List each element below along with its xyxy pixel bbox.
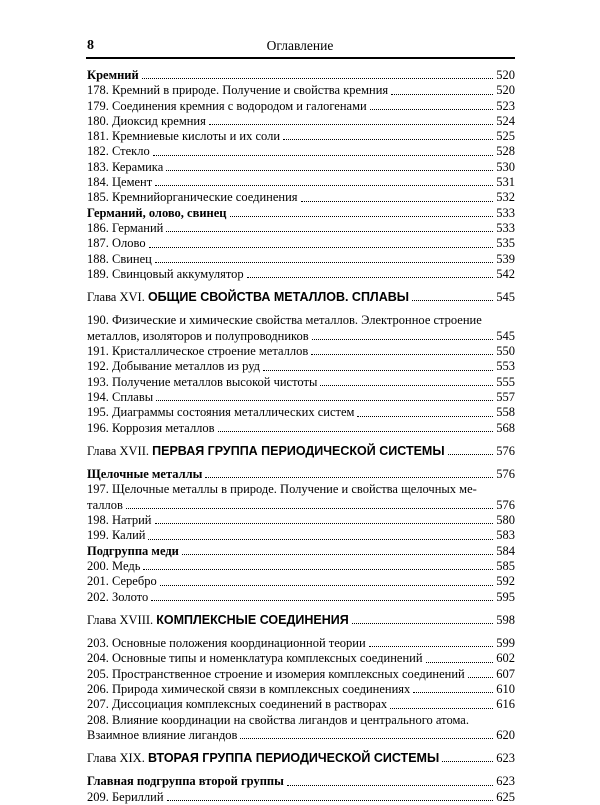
toc-page: 592 [496,574,515,589]
toc-page: 539 [496,251,515,266]
toc-page: 576 [496,497,515,512]
toc-page: 625 [496,789,515,804]
toc-title: 202. Золото [87,589,149,604]
dot-leader [468,677,494,678]
dot-leader [263,370,493,371]
toc-page: 607 [496,666,515,681]
chapter-prefix: Глава XVIII. [87,612,154,627]
toc-page: 524 [496,113,515,128]
dot-leader [156,400,493,401]
toc-title: 179. Соединения кремния с водородом и галогенами [87,98,367,113]
toc-page: 576 [496,443,515,458]
dot-leader [369,646,494,647]
toc-section [87,544,515,559]
toc-title: 203. Основные положения координационной теории [87,636,366,651]
toc-entry [87,528,515,543]
dot-leader [442,761,493,762]
toc-title: Щелочные металлы [87,467,203,482]
toc-entry [87,697,515,712]
dot-leader [151,600,493,601]
toc-title-line1: 208. Влияние координации на свойства лигандов и центрального атома. [87,712,469,727]
toc-page: 580 [496,513,515,528]
toc-title: 194. Сплавы [87,389,154,404]
toc-entry [87,190,515,205]
dot-leader [126,508,493,509]
toc-page: 623 [496,751,515,766]
toc-page: 553 [496,359,515,374]
dot-leader [240,738,493,739]
toc-page: 545 [496,290,515,305]
header-rule [86,57,515,59]
toc-title-line1: 190. Физические и химические свойства металлов. Электронное строение [87,313,482,328]
toc-page: 616 [496,697,515,712]
toc-entry [87,667,515,682]
toc-title: 192. Добывание металлов из руд [87,359,261,374]
toc-entry [87,129,515,144]
toc-page: 598 [496,612,515,627]
toc-page: 620 [496,727,515,742]
toc-page: 602 [496,651,515,666]
dot-leader [153,155,494,156]
dot-leader [287,785,493,786]
dot-leader [167,800,494,801]
toc-entry [87,175,515,190]
dot-leader [448,454,494,455]
dot-leader [390,708,493,709]
toc-title: 199. Калий [87,528,146,543]
toc-title: 205. Пространственное строение и изомерия комплексных соединений [87,666,465,681]
toc-entry [87,267,515,282]
toc-title: 189. Свинцовый аккумулятор [87,266,244,281]
toc-entry [87,590,515,605]
toc-entry [87,359,515,374]
toc-title-line1: 197. Щелочные металлы в природе. Получение и свойства щелочных ме- [87,482,477,497]
toc-title: 184. Цемент [87,175,153,190]
toc-page: 555 [496,374,515,389]
dot-leader [149,247,494,248]
toc-title: 209. Бериллий [87,789,164,804]
dot-leader [312,339,494,340]
toc-entry [87,221,515,236]
toc-page: 532 [496,190,515,205]
toc-chapter [87,613,515,628]
toc-entry [87,421,515,436]
chapter-prefix: Глава XVII. [87,443,149,458]
toc-page: 523 [496,98,515,113]
toc-page: 557 [496,389,515,404]
toc-title: Подгруппа меди [87,543,179,558]
toc-page: 545 [496,328,515,343]
toc-title: 186. Германий [87,220,164,235]
toc-page: 550 [496,344,515,359]
toc-entry [87,636,515,651]
dot-leader [205,477,493,478]
dot-leader [370,109,494,110]
dot-leader [320,385,493,386]
dot-leader [357,416,493,417]
toc-title: Германий, олово, свинец [87,205,227,220]
toc-chapter [87,290,515,305]
toc-title: 187. Олово [87,236,146,251]
toc-page: 576 [496,467,515,482]
toc-chapter [87,751,515,766]
dot-leader [230,216,494,217]
toc-page: 568 [496,420,515,435]
toc-entry [87,651,515,666]
toc-title: 188. Свинец [87,251,152,266]
toc-entry [87,160,515,175]
toc-title: 201. Серебро [87,574,157,589]
toc-page: 520 [496,83,515,98]
toc-title: 178. Кремний в природе. Получение и свойства кремния [87,83,389,98]
toc-entry [87,99,515,114]
page-number: 8 [87,38,94,53]
dot-leader [209,124,493,125]
toc-page: 528 [496,144,515,159]
dot-leader [311,354,493,355]
chapter-title: КОМПЛЕКСНЫЕ СОЕДИНЕНИЯ [156,612,349,627]
dot-leader [143,569,493,570]
dot-leader [391,94,493,95]
toc-title: 183. Керамика [87,159,164,174]
toc-title: 193. Получение металлов высокой чистоты [87,374,318,389]
toc-entry [87,252,515,267]
toc-entry [87,790,515,805]
toc-section [87,68,515,83]
toc-title-line2: Взаимное влияние лигандов [87,727,238,742]
toc-entry [87,513,515,528]
toc-title: 185. Кремнийорганические соединения [87,190,298,205]
toc-page: 533 [496,205,515,220]
dot-leader [142,78,494,79]
dot-leader [155,523,494,524]
toc-entry [87,114,515,129]
dot-leader [352,623,494,624]
dot-leader [155,185,493,186]
toc-entry [87,405,515,420]
dot-leader [155,262,493,263]
toc-entry-multiline [87,482,515,513]
toc-page: 530 [496,159,515,174]
toc-page: 520 [496,68,515,82]
running-header-title: Оглавление [266,38,334,53]
toc-chapter [87,444,515,459]
toc-title-line2: металлов, изоляторов и полупроводников [87,328,309,343]
dot-leader [413,692,493,693]
dot-leader [426,662,494,663]
dot-leader [160,585,494,586]
toc-entry [87,574,515,589]
toc-entry [87,559,515,574]
toc-page: 535 [496,236,515,251]
toc-title: 207. Диссоциация комплексных соединений в растворах [87,697,388,712]
dot-leader [166,170,493,171]
toc-entry [87,375,515,390]
toc-page: 610 [496,681,515,696]
toc-entry-multiline [87,313,515,344]
toc-entry [87,144,515,159]
toc-page: 595 [496,589,515,604]
toc-page: 584 [496,543,515,558]
toc-page: 533 [496,220,515,235]
toc-title: 200. Медь [87,558,141,573]
toc-entry [87,390,515,405]
toc-title: 198. Натрий [87,513,152,528]
toc-page: 599 [496,636,515,651]
toc-page: 585 [496,558,515,573]
toc-section [87,206,515,221]
toc-section [87,774,515,789]
toc-entry [87,83,515,98]
dot-leader [412,300,493,301]
toc-title-line2: таллов [87,497,123,512]
toc-title: 206. Природа химической связи в комплексных соединениях [87,681,411,696]
toc-title: Кремний [87,68,139,82]
dot-leader [166,231,493,232]
toc-title: 204. Основные типы и номенклатура комплексных соединений [87,651,423,666]
dot-leader [148,539,493,540]
toc-entry [87,236,515,251]
toc-title: 195. Диаграммы состояния металлических систем [87,405,355,420]
chapter-title: ОБЩИЕ СВОЙСТВА МЕТАЛЛОВ. СПЛАВЫ [147,290,409,305]
dot-leader [283,139,493,140]
toc-page: 623 [496,774,515,789]
dot-leader [301,201,494,202]
toc-entry [87,344,515,359]
toc-section [87,467,515,482]
toc-title: 196. Коррозия металлов [87,420,215,435]
dot-leader [182,554,493,555]
toc-page: 531 [496,175,515,190]
dot-leader [218,431,494,432]
toc-entry [87,682,515,697]
toc-page: 558 [496,405,515,420]
toc-title: 191. Кристаллическое строение металлов [87,344,309,359]
toc-page: 525 [496,129,515,144]
toc-title: 182. Стекло [87,144,150,159]
chapter-title: ПЕРВАЯ ГРУППА ПЕРИОДИЧЕСКОЙ СИСТЕМЫ [152,443,445,458]
chapter-prefix: Глава XIX. [87,751,145,766]
chapter-title: ВТОРАЯ ГРУППА ПЕРИОДИЧЕСКОЙ СИСТЕМЫ [147,751,440,766]
toc-title: 181. Кремниевые кислоты и их соли [87,129,281,144]
dot-leader [247,277,494,278]
toc-page: 542 [496,266,515,281]
toc-title: 180. Диоксид кремния [87,113,206,128]
toc-title: Главная подгруппа второй группы [87,774,284,789]
chapter-prefix: Глава XVI. [87,290,145,305]
toc-page: 583 [496,528,515,543]
toc-entry-multiline [87,713,515,744]
table-of-contents [87,68,515,805]
